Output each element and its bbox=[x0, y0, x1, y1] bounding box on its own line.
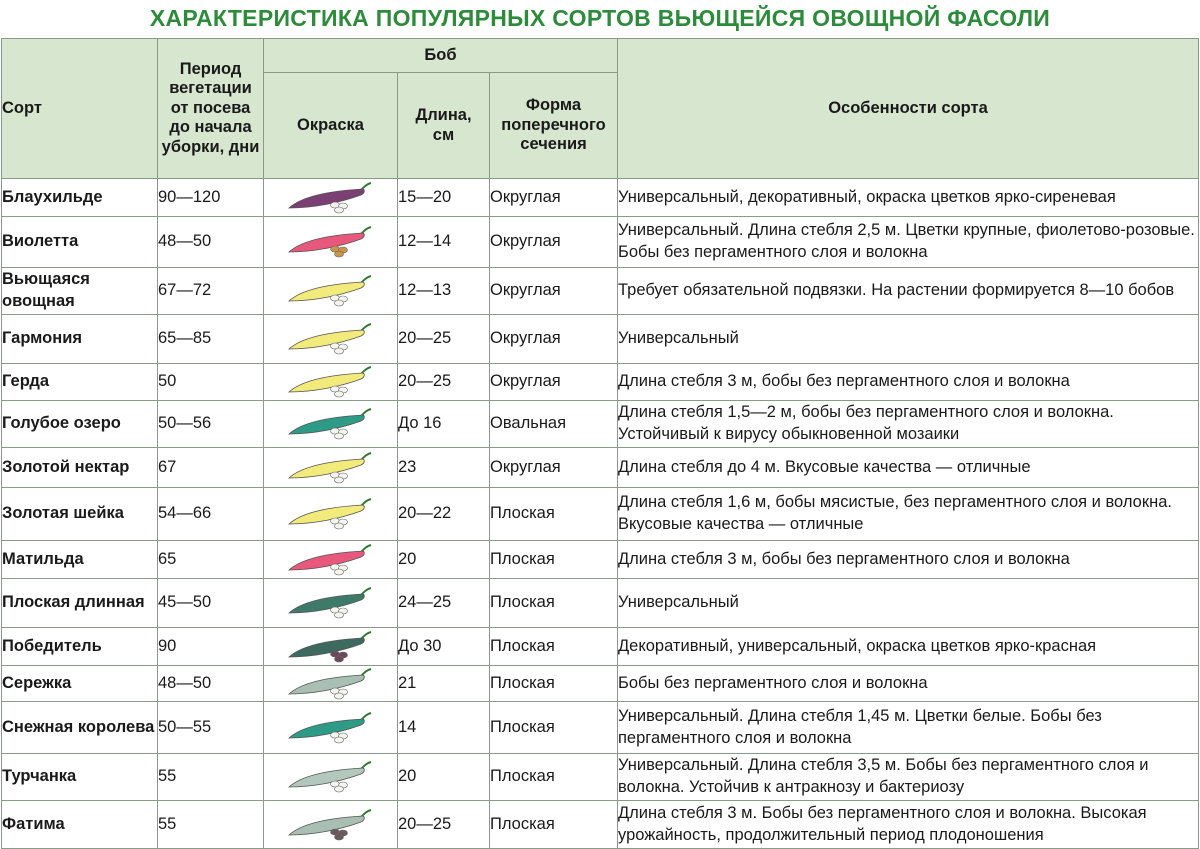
vegetation-period: 55 bbox=[158, 801, 264, 849]
vegetation-period: 90 bbox=[158, 628, 264, 666]
cross-section-form: Округлая bbox=[490, 448, 618, 488]
pod-length: 21 bbox=[398, 666, 490, 702]
header-length: Длина, см bbox=[398, 73, 490, 179]
pod-length: До 16 bbox=[398, 401, 490, 448]
header-features: Особенности сорта bbox=[618, 39, 1199, 179]
header-form: Форма поперечного сечения bbox=[490, 73, 618, 179]
variety-features: Длина стебля 1,5—2 м, бобы без пергаментного слоя и волокна. Устойчивый к вирусу обыкновенной мозаики bbox=[618, 401, 1199, 448]
cross-section-form: Округлая bbox=[490, 268, 618, 315]
variety-features: Универсальный. Длина стебля 1,45 м. Цветки белые. Бобы без пергаментного слоя и волокна bbox=[618, 702, 1199, 754]
variety-features: Декоративный, универсальный, окраска цветков ярко-красная bbox=[618, 628, 1199, 666]
table-row bbox=[2, 217, 1199, 268]
variety-features: Длина стебля 3 м. Бобы без пергаментного слоя и волокна. Высокая урожайность, продолжительный период плодоношения bbox=[618, 801, 1199, 849]
variety-name: Золотая шейка bbox=[2, 488, 158, 541]
pod-color bbox=[264, 448, 398, 488]
header-bob: Боб bbox=[264, 39, 618, 73]
variety-name: Турчанка bbox=[2, 754, 158, 801]
bean-pod-icon bbox=[283, 760, 379, 794]
table-row bbox=[2, 541, 1199, 579]
cross-section-form: Плоская bbox=[490, 754, 618, 801]
cross-section-form: Округлая bbox=[490, 217, 618, 268]
header-sort: Сорт bbox=[2, 39, 158, 179]
bean-pod-icon bbox=[283, 181, 379, 215]
table-row bbox=[2, 628, 1199, 666]
cross-section-form: Плоская bbox=[490, 628, 618, 666]
variety-features: Универсальный. Длина стебля 2,5 м. Цветки крупные, фиолетово-розовые. Бобы без пергаментного слоя и волокна bbox=[618, 217, 1199, 268]
pod-length: 20—22 bbox=[398, 488, 490, 541]
bean-pod-icon bbox=[283, 497, 379, 531]
variety-features: Бобы без пергаментного слоя и волокна bbox=[618, 666, 1199, 702]
header-color: Окраска bbox=[264, 73, 398, 179]
variety-name: Вьющаяся овощная bbox=[2, 268, 158, 315]
vegetation-period: 67 bbox=[158, 448, 264, 488]
variety-name: Плоская длинная bbox=[2, 579, 158, 628]
vegetation-period: 50—56 bbox=[158, 401, 264, 448]
variety-name: Матильда bbox=[2, 541, 158, 579]
pod-color bbox=[264, 268, 398, 315]
pod-color bbox=[264, 179, 398, 217]
pod-color bbox=[264, 217, 398, 268]
bean-pod-icon bbox=[283, 667, 379, 701]
variety-features: Требует обязательной подвязки. На растении формируется 8—10 бобов bbox=[618, 268, 1199, 315]
pod-length: 20 bbox=[398, 541, 490, 579]
table-row bbox=[2, 448, 1199, 488]
vegetation-period: 55 bbox=[158, 754, 264, 801]
table-row bbox=[2, 315, 1199, 364]
cross-section-form: Овальная bbox=[490, 401, 618, 448]
table-row bbox=[2, 179, 1199, 217]
variety-name: Сережка bbox=[2, 666, 158, 702]
bean-pod-icon bbox=[283, 586, 379, 620]
table-row bbox=[2, 801, 1199, 849]
bean-pod-icon bbox=[283, 711, 379, 745]
vegetation-period: 48—50 bbox=[158, 666, 264, 702]
bean-pod-icon bbox=[283, 274, 379, 308]
variety-features: Длина стебля 1,6 м, бобы мясистые, без пергаментного слоя и волокна. Вкусовые качества — отличные bbox=[618, 488, 1199, 541]
variety-features: Длина стебля 3 м, бобы без пергаментного слоя и волокна bbox=[618, 364, 1199, 401]
pod-color bbox=[264, 364, 398, 401]
cross-section-form: Плоская bbox=[490, 579, 618, 628]
bean-pod-icon bbox=[283, 365, 379, 399]
variety-name: Блаухильде bbox=[2, 179, 158, 217]
vegetation-period: 54—66 bbox=[158, 488, 264, 541]
bean-pod-icon bbox=[283, 407, 379, 441]
header-period: Период вегетации от посева до начала уборки, дни bbox=[158, 39, 264, 179]
variety-name: Фатима bbox=[2, 801, 158, 849]
table-row bbox=[2, 268, 1199, 315]
cross-section-form: Плоская bbox=[490, 488, 618, 541]
table-row bbox=[2, 401, 1199, 448]
vegetation-period: 90—120 bbox=[158, 179, 264, 217]
vegetation-period: 65—85 bbox=[158, 315, 264, 364]
cross-section-form: Округлая bbox=[490, 315, 618, 364]
pod-color bbox=[264, 488, 398, 541]
variety-features: Длина стебля до 4 м. Вкусовые качества — отличные bbox=[618, 448, 1199, 488]
variety-features: Универсальный bbox=[618, 315, 1199, 364]
table-row bbox=[2, 488, 1199, 541]
cross-section-form: Округлая bbox=[490, 364, 618, 401]
bean-pod-icon bbox=[283, 630, 379, 664]
pod-color bbox=[264, 628, 398, 666]
variety-features: Универсальный. Длина стебля 3,5 м. Бобы без пергаментного слоя и волокна. Устойчив к антракнозу и бактериозу bbox=[618, 754, 1199, 801]
variety-features: Длина стебля 3 м, бобы без пергаментного слоя и волокна bbox=[618, 541, 1199, 579]
variety-name: Герда bbox=[2, 364, 158, 401]
vegetation-period: 65 bbox=[158, 541, 264, 579]
pod-length: 24—25 bbox=[398, 579, 490, 628]
variety-name: Золотой нектар bbox=[2, 448, 158, 488]
variety-features: Универсальный bbox=[618, 579, 1199, 628]
variety-features: Универсальный, декоративный, окраска цветков ярко-сиреневая bbox=[618, 179, 1199, 217]
variety-name: Гармония bbox=[2, 315, 158, 364]
bean-pod-icon bbox=[283, 543, 379, 577]
pod-length: 12—14 bbox=[398, 217, 490, 268]
pod-color bbox=[264, 401, 398, 448]
vegetation-period: 50—55 bbox=[158, 702, 264, 754]
variety-name: Виолетта bbox=[2, 217, 158, 268]
cross-section-form: Плоская bbox=[490, 666, 618, 702]
variety-name: Победитель bbox=[2, 628, 158, 666]
pod-length: 12—13 bbox=[398, 268, 490, 315]
pod-color bbox=[264, 541, 398, 579]
bean-pod-icon bbox=[283, 225, 379, 259]
pod-color bbox=[264, 666, 398, 702]
vegetation-period: 50 bbox=[158, 364, 264, 401]
cross-section-form: Плоская bbox=[490, 541, 618, 579]
table-row bbox=[2, 666, 1199, 702]
variety-name: Голубое озеро bbox=[2, 401, 158, 448]
pod-color bbox=[264, 754, 398, 801]
pod-length: До 30 bbox=[398, 628, 490, 666]
pod-color bbox=[264, 702, 398, 754]
pod-length: 20—25 bbox=[398, 801, 490, 849]
cross-section-form: Плоская bbox=[490, 702, 618, 754]
vegetation-period: 48—50 bbox=[158, 217, 264, 268]
varieties-table bbox=[1, 38, 1199, 849]
pod-length: 20 bbox=[398, 754, 490, 801]
bean-pod-icon bbox=[283, 451, 379, 485]
page-title: ХАРАКТЕРИСТИКА ПОПУЛЯРНЫХ СОРТОВ ВЬЮЩЕЙСЯ ОВОЩНОЙ ФАСОЛИ bbox=[149, 5, 1051, 31]
pod-length: 20—25 bbox=[398, 364, 490, 401]
variety-name: Снежная королева bbox=[2, 702, 158, 754]
pod-length: 20—25 bbox=[398, 315, 490, 364]
pod-length: 14 bbox=[398, 702, 490, 754]
vegetation-period: 45—50 bbox=[158, 579, 264, 628]
vegetation-period: 67—72 bbox=[158, 268, 264, 315]
bean-pod-icon bbox=[283, 322, 379, 356]
table-row bbox=[2, 702, 1199, 754]
table-row bbox=[2, 754, 1199, 801]
pod-color bbox=[264, 315, 398, 364]
pod-color bbox=[264, 579, 398, 628]
pod-length: 23 bbox=[398, 448, 490, 488]
cross-section-form: Плоская bbox=[490, 801, 618, 849]
table-row bbox=[2, 579, 1199, 628]
pod-color bbox=[264, 801, 398, 849]
table-row bbox=[2, 364, 1199, 401]
pod-length: 15—20 bbox=[398, 179, 490, 217]
bean-pod-icon bbox=[283, 808, 379, 842]
cross-section-form: Округлая bbox=[490, 179, 618, 217]
